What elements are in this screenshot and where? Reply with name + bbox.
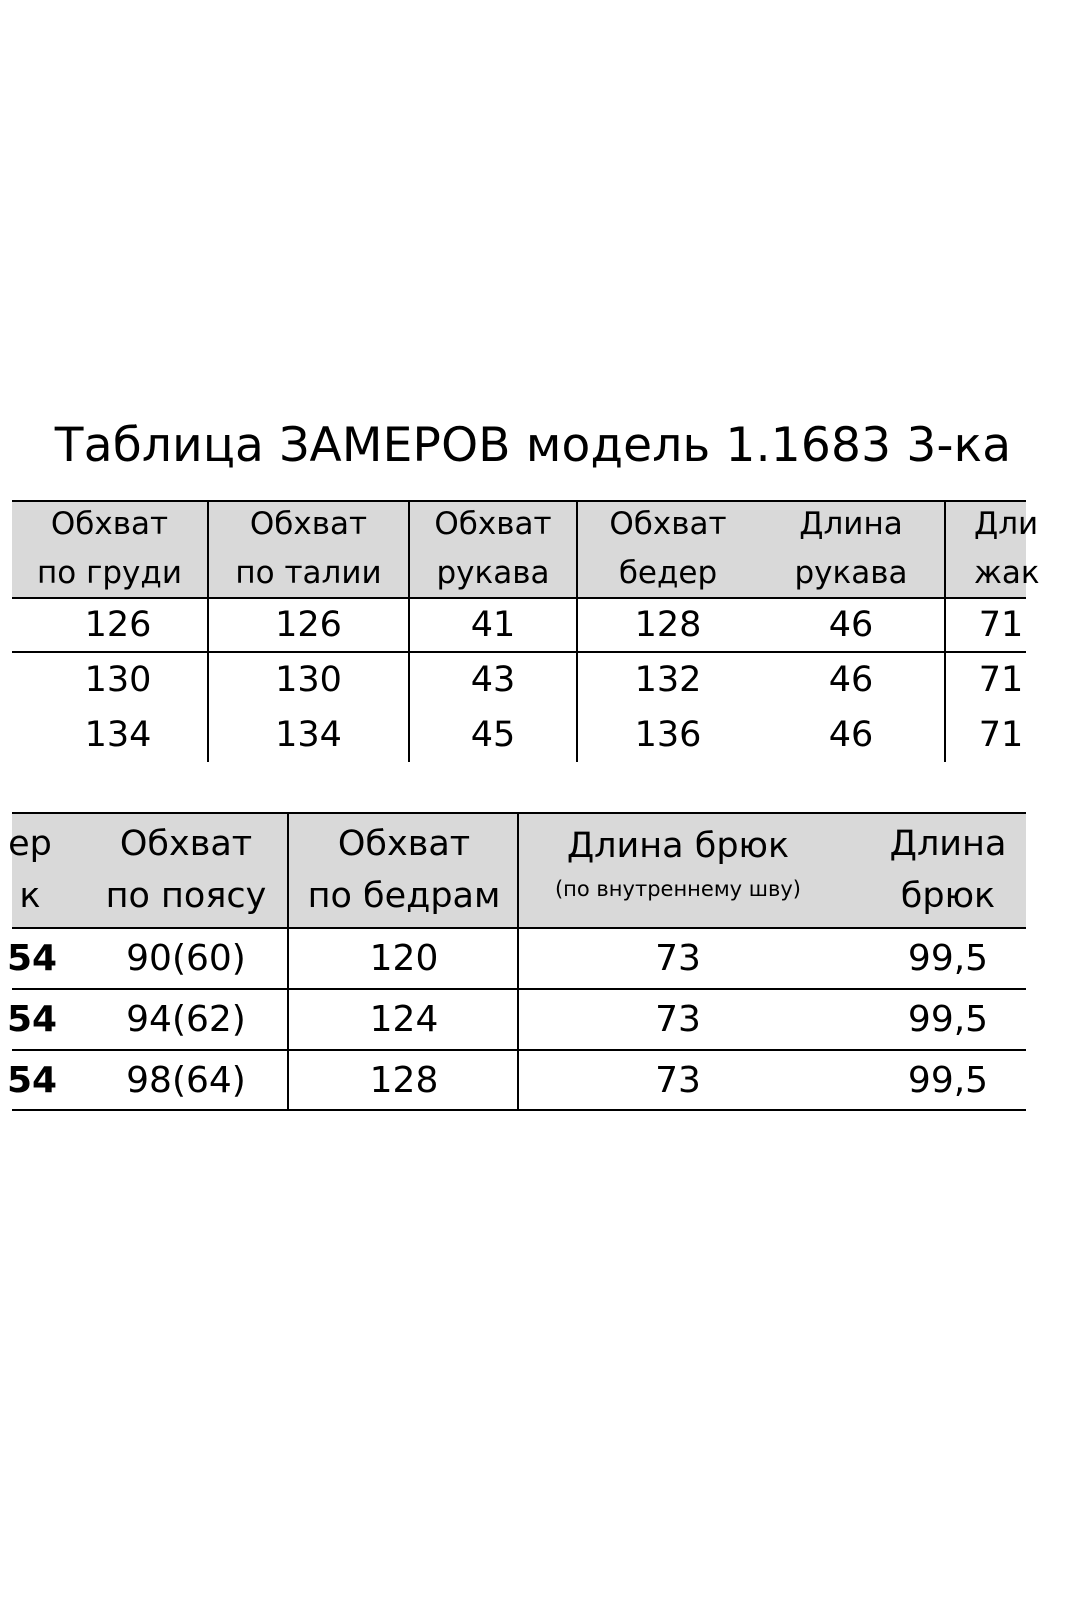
header-jacket-length [944, 500, 1054, 598]
header-line: Длина [799, 506, 903, 542]
table-cell: 71 [978, 605, 1024, 645]
table-border [12, 812, 1026, 814]
header-line: по поясу [105, 876, 267, 916]
header-hip-girth [578, 500, 758, 598]
header-chest-girth [12, 500, 207, 598]
header-line: по бедрам [307, 876, 501, 916]
header-note: (по внутреннему шву) [554, 877, 801, 901]
header-line: Обхват [434, 506, 552, 542]
table-cell: 124 [369, 999, 439, 1040]
table-cell: 99,5 [907, 1059, 989, 1101]
measurements-table-top [12, 500, 1040, 762]
header-sleeve-length [760, 500, 942, 598]
table-cell: 46 [828, 605, 874, 645]
table-border [12, 500, 1026, 502]
header-line: бедер [618, 555, 718, 591]
table-cell: 99,5 [907, 938, 989, 979]
table-cell: 134 [84, 715, 152, 755]
table-cell: 46 [828, 715, 874, 755]
table-cell: 134 [275, 715, 342, 755]
table-cell: 126 [275, 605, 342, 645]
table-cell: 130 [275, 660, 342, 700]
header-line: Длина [889, 824, 1007, 864]
table-cell: 128 [369, 1059, 439, 1101]
table-border [12, 1109, 1026, 1111]
measurements-table-bottom [6, 812, 1026, 1112]
table-cell: 130 [84, 660, 152, 700]
table-cell: 46 [828, 660, 874, 700]
table-cell: 71 [978, 715, 1024, 755]
header-line: по груди [37, 555, 182, 591]
table-cell: 94(62) [126, 999, 246, 1040]
header-line: Дли [974, 506, 1039, 542]
table-cell: 73 [655, 1059, 701, 1101]
header-line: Обхват [249, 506, 368, 542]
header-sleeve-girth [410, 500, 576, 598]
table-cell: 43 [470, 660, 516, 700]
table-cell: 71 [978, 660, 1024, 700]
table-cell: 73 [655, 999, 701, 1040]
header-line: по талии [235, 555, 382, 591]
table-cell: 54 [6, 999, 58, 1040]
table-cell: 132 [634, 660, 702, 700]
header-size [0, 812, 70, 928]
table-cell: 98(64) [126, 1059, 246, 1101]
table-cell: 120 [369, 938, 439, 979]
header-waistband-girth [84, 812, 288, 928]
header-line: жак [974, 555, 1040, 591]
header-line: к [19, 876, 41, 916]
table-cell: 126 [84, 605, 152, 645]
header-line: рукава [794, 555, 908, 591]
header-line: Длина брюк [566, 826, 790, 866]
table-cell: 90(60) [126, 938, 246, 979]
header-inseam-length [520, 812, 836, 928]
table-cell: 41 [470, 605, 516, 645]
header-line: ер [8, 824, 52, 864]
header-waist-girth [209, 500, 408, 598]
header-line: брюк [900, 876, 996, 916]
header-line: Обхват [50, 506, 169, 542]
header-line: Обхват [337, 824, 471, 864]
header-trouser-length [848, 812, 1048, 928]
header-hips-girth [290, 812, 518, 928]
table-cell: 99,5 [907, 999, 989, 1040]
header-line: рукава [436, 555, 550, 591]
table-cell: 54 [6, 938, 58, 979]
table-cell: 45 [470, 715, 516, 755]
page-title: Таблица ЗАМЕРОВ модель 1.1683 3-ка [54, 418, 1012, 473]
table-cell: 128 [634, 605, 702, 645]
table-cell: 136 [634, 715, 702, 755]
header-line: Обхват [119, 824, 253, 864]
header-line: Обхват [609, 506, 727, 542]
table-cell: 73 [655, 938, 701, 979]
table-cell: 54 [6, 1059, 58, 1101]
